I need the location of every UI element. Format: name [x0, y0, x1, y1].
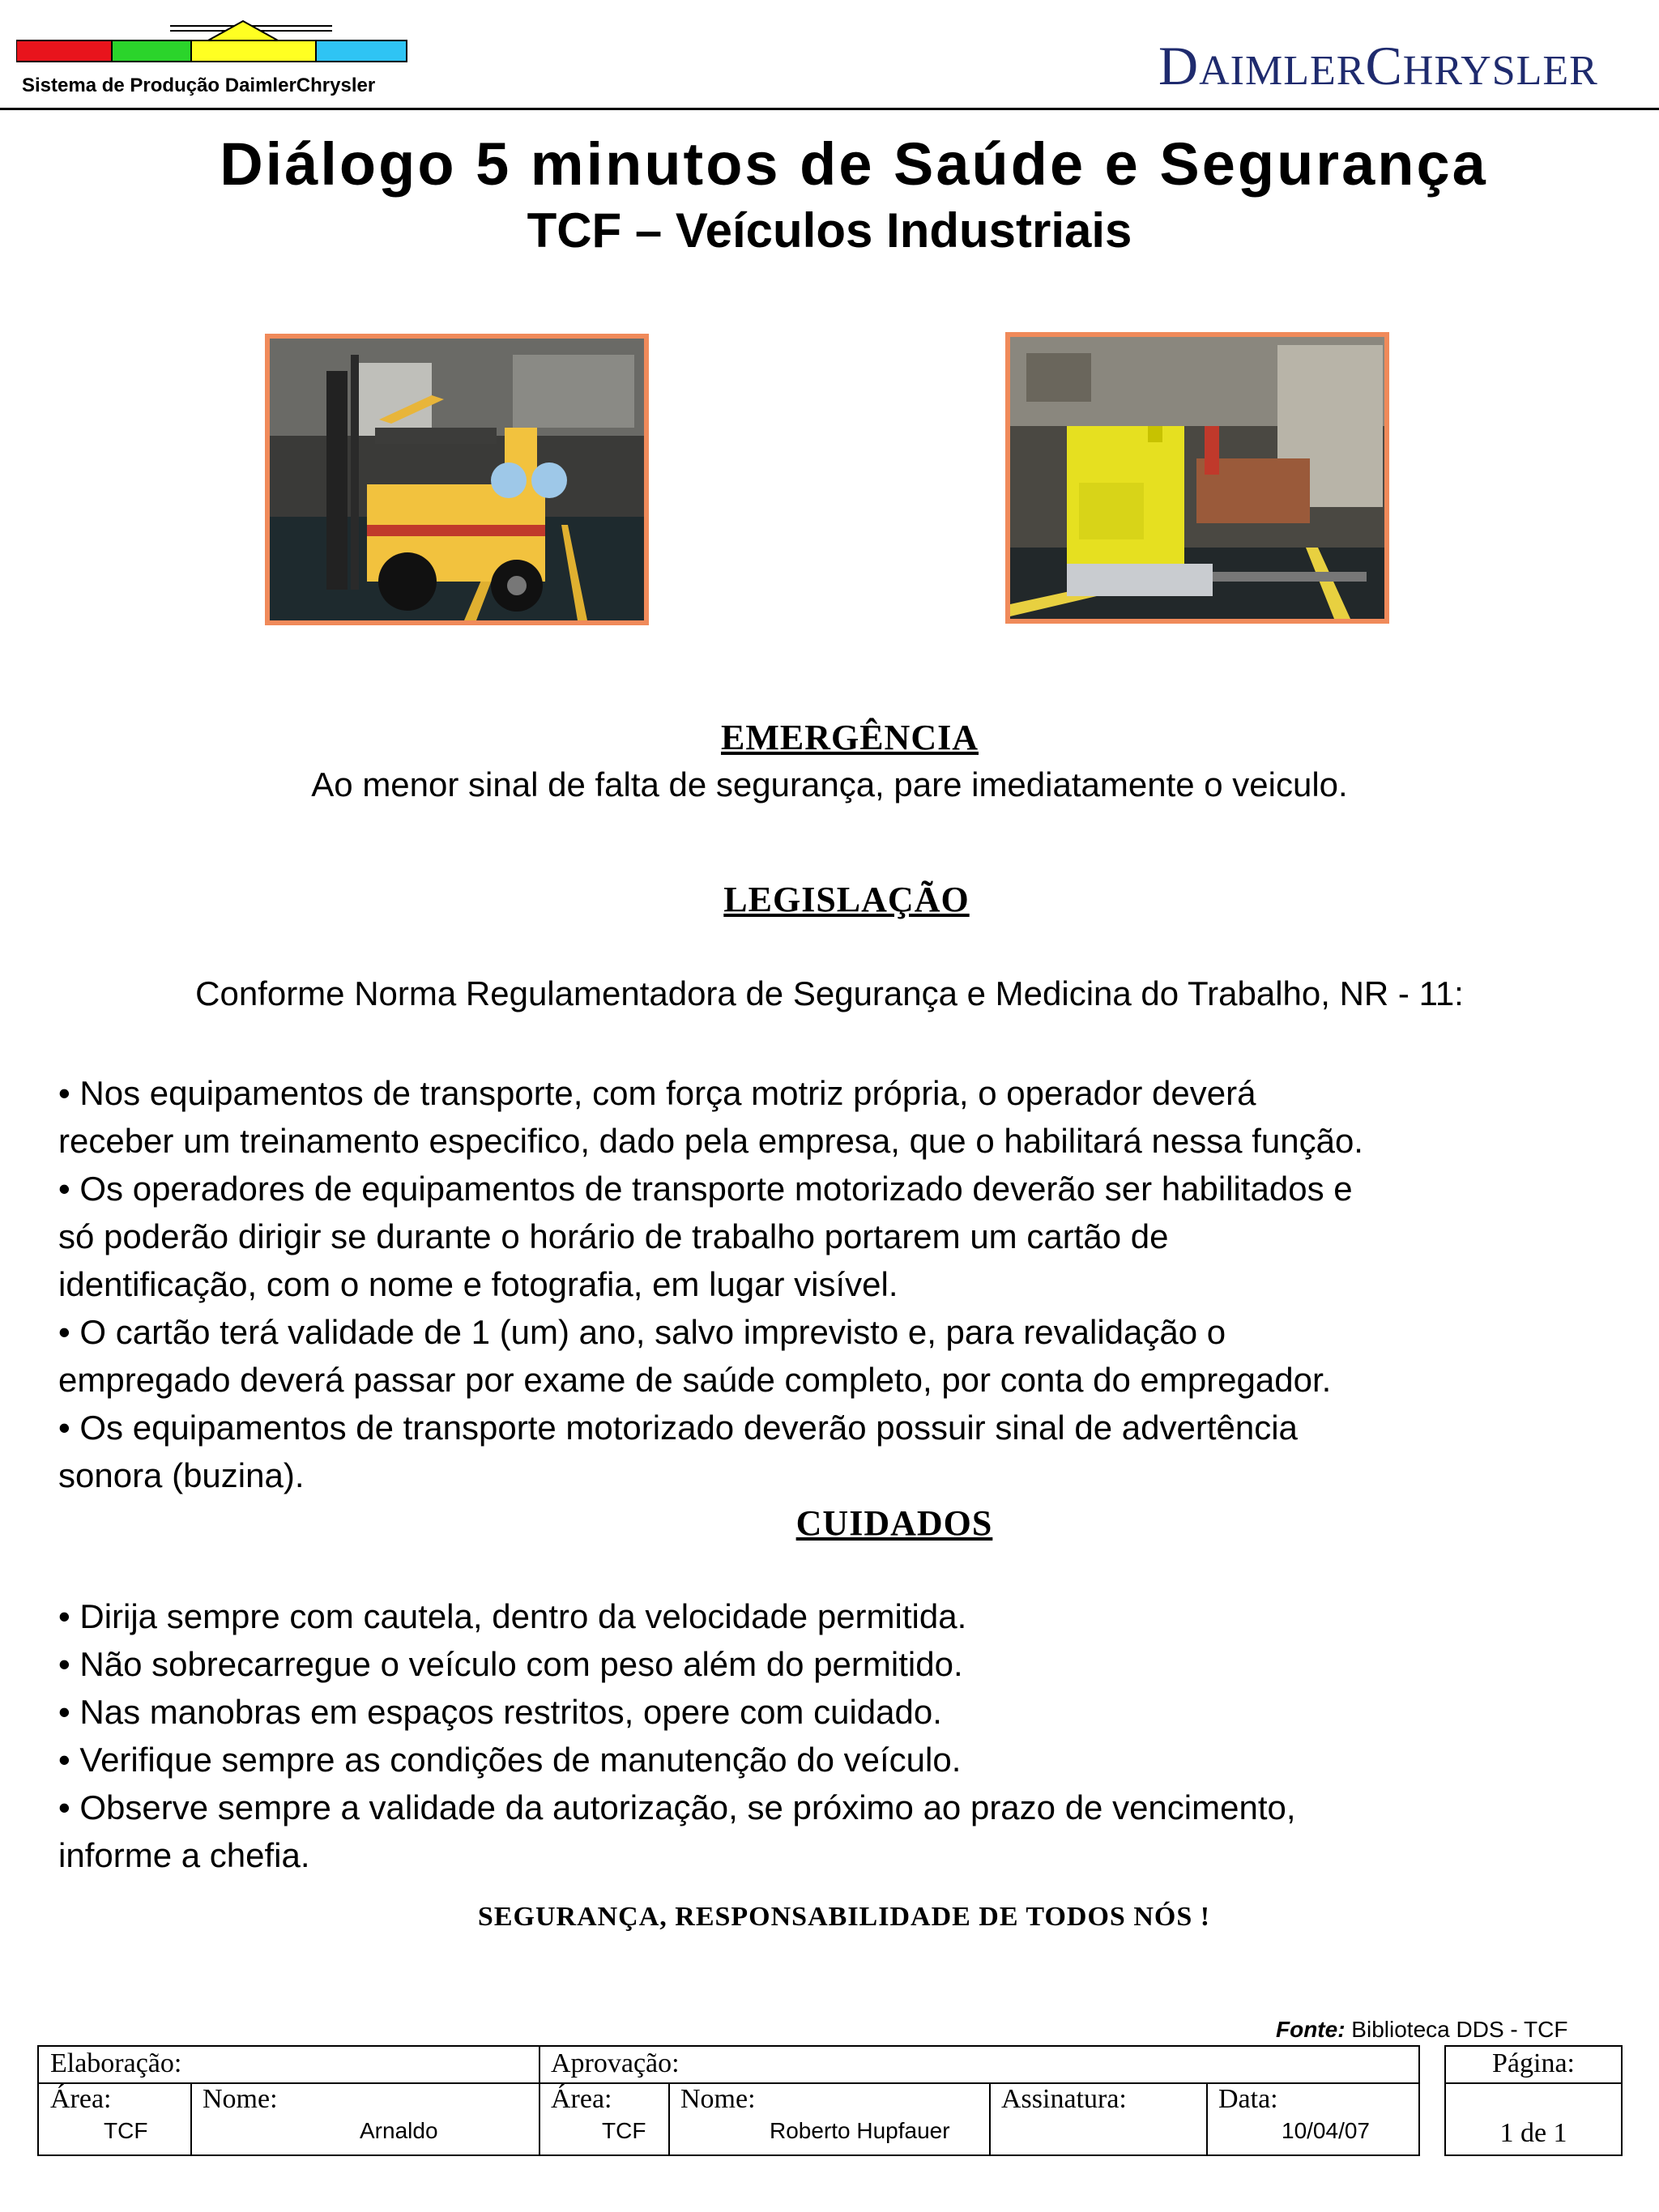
list-item: só poderão dirigir se durante o horário de trabalho portarem um cartão de	[58, 1217, 1169, 1255]
list-item: • Não sobrecarregue o veículo com peso além do permitido.	[58, 1645, 963, 1683]
list-item: identificação, com o nome e fotografia, em lugar visível.	[58, 1265, 898, 1303]
list-item: empregado deverá passar por exame de saúde completo, por conta do empregador.	[58, 1361, 1332, 1399]
production-system-label: Sistema de Produção DaimlerChrysler	[22, 75, 376, 96]
aprov-nome-value: Roberto Hupfauer	[770, 2118, 950, 2143]
list-item: • Observe sempre a validade da autorização, se próximo ao prazo de vencimento,	[58, 1788, 1296, 1826]
page-title: Diálogo 5 minutos de Saúde e Segurança	[220, 130, 1488, 198]
elab-nome-label: Nome:	[203, 2084, 278, 2114]
list-item: • Os equipamentos de transporte motorizado deverão possuir sinal de advertência	[58, 1409, 1298, 1447]
assinatura-label: Assinatura:	[1001, 2084, 1127, 2114]
forklift-photo	[265, 334, 649, 625]
list-item: • O cartão terá validade de 1 (um) ano, salvo imprevisto e, para revalidação o	[58, 1313, 1226, 1351]
elab-area-label: Área:	[50, 2084, 112, 2114]
emergencia-text: Ao menor sinal de falta de segurança, pare imediatamente o veiculo.	[311, 765, 1348, 803]
pagina-label: Página:	[1492, 2048, 1575, 2078]
data-label: Data:	[1218, 2084, 1278, 2114]
elab-area-value: TCF	[104, 2118, 148, 2143]
legislacao-intro: Conforme Norma Regulamentadora de Segurança e Medicina do Trabalho, NR - 11:	[195, 974, 1464, 1012]
list-item: informe a chefia.	[58, 1836, 310, 1874]
page-subtitle: TCF – Veículos Industriais	[527, 203, 1132, 258]
legislacao-heading: LEGISLAÇÃO	[723, 880, 970, 919]
elaboracao-label: Elaboração:	[50, 2048, 182, 2078]
emergencia-heading: EMERGÊNCIA	[720, 718, 979, 757]
header-divider	[0, 108, 1659, 110]
list-item: receber um treinamento especifico, dado pela empresa, que o habilitará nessa função.	[58, 1122, 1363, 1160]
aprov-area-label: Área:	[551, 2084, 612, 2114]
list-item: • Nos equipamentos de transporte, com força motriz própria, o operador deverá	[58, 1074, 1256, 1112]
aprov-nome-label: Nome:	[680, 2084, 756, 2114]
list-item: sonora (buzina).	[58, 1456, 305, 1494]
list-item: • Dirija sempre com cautela, dentro da velocidade permitida.	[58, 1597, 967, 1635]
elab-nome-value: Arnaldo	[360, 2118, 438, 2143]
cuidados-heading: CUIDADOS	[795, 1503, 993, 1543]
data-value: 10/04/07	[1282, 2118, 1370, 2143]
page-box	[1444, 2045, 1623, 2156]
list-item: • Nas manobras em espaços restritos, opere com cuidado.	[58, 1693, 942, 1731]
daimlerchrysler-logo: DAIMLERCHRYSLER	[1158, 35, 1598, 96]
source-note: Fonte: Biblioteca DDS - TCF	[1276, 2017, 1568, 2042]
list-item: • Verifique sempre as condições de manutenção do veículo.	[58, 1741, 962, 1779]
legislacao-list	[58, 1069, 1622, 1499]
safety-motto: SEGURANÇA, RESPONSABILIDADE DE TODOS NÓS !	[477, 1902, 1211, 1932]
cuidados-list	[58, 1592, 1622, 1879]
pallet-truck-photo	[1005, 332, 1389, 624]
sps-logo	[16, 15, 413, 65]
aprovacao-label: Aprovação:	[551, 2048, 680, 2078]
pagina-value: 1 de 1	[1499, 2118, 1567, 2148]
approval-table	[37, 2045, 1420, 2156]
list-item: • Os operadores de equipamentos de transporte motorizado deverão ser habilitados e	[58, 1170, 1353, 1208]
aprov-area-value: TCF	[602, 2118, 646, 2143]
